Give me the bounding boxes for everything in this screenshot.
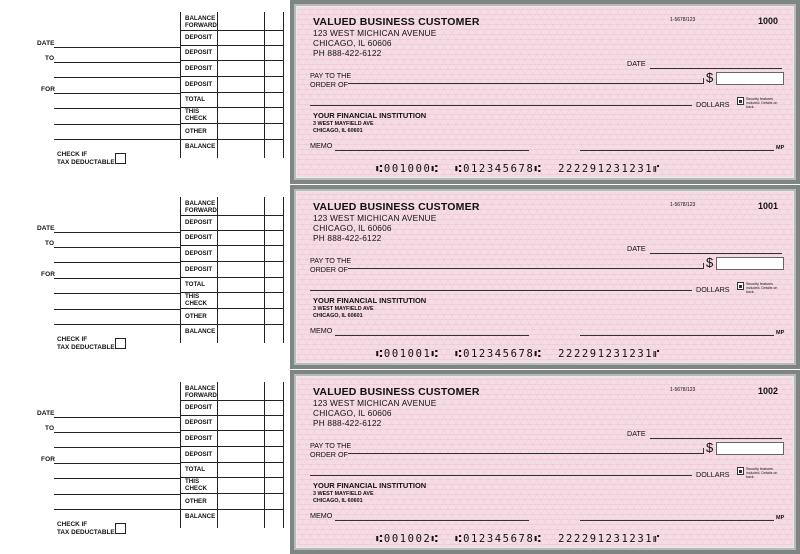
security-features-text: Security features included. Details on back.: [746, 97, 778, 109]
tax-deductable-checkbox[interactable]: [115, 153, 126, 164]
register-row-line: [181, 415, 284, 416]
security-features-text: Security features included. Details on back.: [746, 467, 778, 479]
register-deposit-label: DEPOSIT: [185, 419, 213, 426]
register-row-line: [181, 400, 284, 401]
register-total-label: TOTAL: [185, 96, 206, 103]
micr-line: ⑆001002⑆ ⑆012345678⑆ 222291231231⑈: [376, 533, 662, 545]
register-row-line: [181, 60, 284, 61]
check-stub: [0, 185, 288, 369]
dollar-sign: $: [706, 255, 714, 270]
payee-field[interactable]: [348, 83, 704, 84]
amount-field[interactable]: [716, 442, 784, 455]
routing-fraction: 1-5678/123: [670, 17, 696, 23]
padlock-icon: [737, 282, 744, 290]
payee-field-end: [703, 448, 704, 454]
bank-address-1: 3 WEST MAYFIELD AVE: [313, 306, 374, 312]
micr-line: ⑆001001⑆ ⑆012345678⑆ 222291231231⑈: [376, 348, 662, 360]
stub-for-line-3[interactable]: [54, 494, 180, 495]
bank-address-2: CHICAGO, IL 60601: [313, 128, 363, 134]
mp-label: MP: [776, 145, 785, 151]
register-col-divider: [283, 12, 284, 158]
register-row-line: [181, 92, 284, 93]
dollars-label: DOLLARS: [696, 100, 730, 109]
stub-date-line[interactable]: [54, 47, 180, 48]
register-deposit-label: DEPOSIT: [185, 34, 213, 41]
signature-field[interactable]: [580, 335, 774, 336]
stub-to-line-2[interactable]: [54, 77, 180, 78]
pay-to-text-2: ORDER OF: [310, 80, 348, 89]
register-row-line: [181, 261, 284, 262]
amount-words-field[interactable]: [310, 475, 692, 476]
balance-forward-text-2: FORWARD: [185, 22, 217, 29]
this-check-text-2: CHECK: [185, 300, 208, 307]
business-address-2: CHICAGO, IL 60606: [313, 408, 392, 418]
memo-field[interactable]: [335, 335, 529, 336]
stub-to-label: TO: [45, 240, 55, 247]
pay-to-text-1: PAY TO THE: [310, 71, 352, 80]
tax-deductable-label: [57, 521, 115, 537]
payee-field[interactable]: [348, 268, 704, 269]
register-other-label: OTHER: [185, 128, 207, 135]
this-check-text-1: THIS: [185, 478, 200, 485]
stub-for-line-4[interactable]: [54, 139, 180, 140]
business-address-1: 123 WEST MICHICAN AVENUE: [313, 28, 437, 38]
tax-deductable-checkbox[interactable]: [115, 523, 126, 534]
balance-forward-text-2: FORWARD: [185, 207, 217, 214]
business-address-2: CHICAGO, IL 60606: [313, 223, 392, 233]
check-if-text: CHECK IF: [57, 521, 88, 528]
bank-address-2: CHICAGO, IL 60601: [313, 498, 363, 504]
stub-for-line-2[interactable]: [54, 478, 180, 479]
tax-deductable-label: [57, 151, 115, 167]
check: [290, 185, 800, 369]
memo-field[interactable]: [335, 150, 529, 151]
stub-date-label: DATE: [37, 225, 55, 232]
check-number: 1001: [758, 201, 779, 211]
this-check-text-2: CHECK: [185, 485, 208, 492]
register-row-line: [181, 76, 284, 77]
register-row-line: [181, 215, 284, 216]
register-col-divider: [217, 382, 218, 528]
register-col-divider: [264, 12, 265, 158]
memo-field[interactable]: [335, 520, 529, 521]
register-col-divider: [283, 382, 284, 528]
check-set: [0, 0, 800, 184]
register-row-line: [181, 308, 284, 309]
balance-forward-text-1: BALANCE: [185, 200, 216, 207]
register-deposit-label: DEPOSIT: [185, 404, 213, 411]
business-name: VALUED BUSINESS CUSTOMER: [313, 386, 480, 398]
dollars-label: DOLLARS: [696, 285, 730, 294]
register-deposit-label: DEPOSIT: [185, 266, 213, 273]
this-check-text-1: THIS: [185, 108, 200, 115]
date-label: DATE: [627, 429, 646, 438]
routing-fraction: 1-5678/123: [670, 202, 696, 208]
stub-for-line[interactable]: [54, 278, 180, 279]
check: [290, 0, 800, 184]
payee-field-end: [703, 263, 704, 269]
register-row-line: [181, 139, 284, 140]
stub-for-line-4[interactable]: [54, 324, 180, 325]
check-stub: [0, 370, 288, 554]
stub-date-line[interactable]: [54, 417, 180, 418]
business-address-2: CHICAGO, IL 60606: [313, 38, 392, 48]
register-row-line: [181, 446, 284, 447]
register-row-line: [181, 245, 284, 246]
this-check-text-2: CHECK: [185, 115, 208, 122]
stub-for-line-4[interactable]: [54, 509, 180, 510]
pay-to-label: [310, 256, 351, 274]
register-col-divider: [217, 197, 218, 343]
padlock-icon: [737, 97, 744, 105]
stub-for-line[interactable]: [54, 463, 180, 464]
register-row-line: [181, 230, 284, 231]
stub-to-line-2[interactable]: [54, 447, 180, 448]
stub-to-label: TO: [45, 55, 55, 62]
stub-to-line[interactable]: [54, 432, 180, 433]
balance-forward-text-2: FORWARD: [185, 392, 217, 399]
balance-forward-text-1: BALANCE: [185, 385, 216, 392]
micr-line: ⑆001000⑆ ⑆012345678⑆ 222291231231⑈: [376, 163, 662, 175]
register-deposit-label: DEPOSIT: [185, 250, 213, 257]
bank-name: YOUR FINANCIAL INSTITUTION: [313, 481, 427, 490]
amount-words-field[interactable]: [310, 290, 692, 291]
register-deposit-label: DEPOSIT: [185, 451, 213, 458]
register-row-line: [181, 493, 284, 494]
pay-to-text-1: PAY TO THE: [310, 256, 352, 265]
register-balance-forward: [185, 200, 217, 214]
payee-field[interactable]: [348, 453, 704, 454]
tax-deductable-text: TAX DEDUCTABLE: [57, 529, 115, 536]
check-register: [180, 382, 284, 528]
register-row-line: [181, 30, 284, 31]
stub-to-line-2[interactable]: [54, 262, 180, 263]
bank-address-1: 3 WEST MAYFIELD AVE: [313, 491, 374, 497]
stub-for-line-3[interactable]: [54, 309, 180, 310]
register-deposit-label: DEPOSIT: [185, 435, 213, 442]
memo-label: MEMO: [310, 141, 333, 150]
register-balance-forward: [185, 385, 217, 399]
mp-label: MP: [776, 330, 785, 336]
tax-deductable-label: [57, 336, 115, 352]
amount-words-field[interactable]: [310, 105, 692, 106]
register-balance-forward: [185, 15, 217, 29]
register-col-divider: [264, 197, 265, 343]
date-label: DATE: [627, 59, 646, 68]
check-if-text: CHECK IF: [57, 336, 88, 343]
stub-for-line-2[interactable]: [54, 293, 180, 294]
mp-label: MP: [776, 515, 785, 521]
register-total-label: TOTAL: [185, 281, 206, 288]
stub-to-line[interactable]: [54, 62, 180, 63]
stub-for-line[interactable]: [54, 93, 180, 94]
tax-deductable-text: TAX DEDUCTABLE: [57, 344, 115, 351]
stub-date-label: DATE: [37, 410, 55, 417]
business-name: VALUED BUSINESS CUSTOMER: [313, 201, 480, 213]
register-deposit-label: DEPOSIT: [185, 81, 213, 88]
check-register: [180, 197, 284, 343]
check-stub: [0, 0, 288, 184]
register-this-check: [185, 293, 207, 307]
pay-to-text-2: ORDER OF: [310, 450, 348, 459]
tax-deductable-checkbox[interactable]: [115, 338, 126, 349]
bank-name: YOUR FINANCIAL INSTITUTION: [313, 111, 427, 120]
stub-for-label: FOR: [41, 456, 56, 463]
stub-for-line-3[interactable]: [54, 124, 180, 125]
stub-for-line-2[interactable]: [54, 108, 180, 109]
bank-address-2: CHICAGO, IL 60601: [313, 313, 363, 319]
register-row-line: [181, 123, 284, 124]
register-row-line: [181, 462, 284, 463]
register-col-divider: [217, 12, 218, 158]
stub-for-label: FOR: [41, 86, 56, 93]
memo-label: MEMO: [310, 511, 333, 520]
signature-field[interactable]: [580, 150, 774, 151]
balance-forward-text-1: BALANCE: [185, 15, 216, 22]
register-deposit-label: DEPOSIT: [185, 65, 213, 72]
register-this-check: [185, 478, 207, 492]
stub-to-label: TO: [45, 425, 55, 432]
pay-to-label: [310, 71, 351, 89]
amount-field[interactable]: [716, 257, 784, 270]
bank-name: YOUR FINANCIAL INSTITUTION: [313, 296, 427, 305]
date-field[interactable]: [650, 438, 782, 439]
security-features-text: Security features included. Details on back.: [746, 282, 778, 294]
register-balance-label: BALANCE: [185, 143, 216, 150]
register-other-label: OTHER: [185, 313, 207, 320]
pay-to-text-1: PAY TO THE: [310, 441, 352, 450]
dollar-sign: $: [706, 70, 714, 85]
register-deposit-label: DEPOSIT: [185, 219, 213, 226]
register-row-line: [181, 324, 284, 325]
date-label: DATE: [627, 244, 646, 253]
stub-to-line[interactable]: [54, 247, 180, 248]
register-other-label: OTHER: [185, 498, 207, 505]
register-balance-label: BALANCE: [185, 328, 216, 335]
check-set: [0, 370, 800, 554]
amount-field[interactable]: [716, 72, 784, 85]
payee-field-end: [703, 78, 704, 84]
routing-fraction: 1-5678/123: [670, 387, 696, 393]
check-number: 1000: [758, 16, 779, 26]
business-name: VALUED BUSINESS CUSTOMER: [313, 16, 480, 28]
check-register: [180, 12, 284, 158]
pay-to-text-2: ORDER OF: [310, 265, 348, 274]
stub-date-line[interactable]: [54, 232, 180, 233]
dollars-label: DOLLARS: [696, 470, 730, 479]
pay-to-label: [310, 441, 351, 459]
register-deposit-label: DEPOSIT: [185, 49, 213, 56]
business-phone: PH 888-422-6122: [313, 418, 382, 428]
register-col-divider: [264, 382, 265, 528]
check: [290, 370, 800, 554]
business-phone: PH 888-422-6122: [313, 48, 382, 58]
register-balance-label: BALANCE: [185, 513, 216, 520]
tax-deductable-text: TAX DEDUCTABLE: [57, 159, 115, 166]
signature-field[interactable]: [580, 520, 774, 521]
dollar-sign: $: [706, 440, 714, 455]
check-if-text: CHECK IF: [57, 151, 88, 158]
register-row-line: [181, 430, 284, 431]
register-deposit-label: DEPOSIT: [185, 234, 213, 241]
check-number: 1002: [758, 386, 779, 396]
padlock-icon: [737, 467, 744, 475]
register-total-label: TOTAL: [185, 466, 206, 473]
register-col-divider: [283, 197, 284, 343]
register-row-line: [181, 45, 284, 46]
check-set: [0, 185, 800, 369]
stub-date-label: DATE: [37, 40, 55, 47]
bank-address-1: 3 WEST MAYFIELD AVE: [313, 121, 374, 127]
register-row-line: [181, 277, 284, 278]
date-field[interactable]: [650, 68, 782, 69]
business-address-1: 123 WEST MICHICAN AVENUE: [313, 213, 437, 223]
date-field[interactable]: [650, 253, 782, 254]
register-row-line: [181, 509, 284, 510]
business-address-1: 123 WEST MICHICAN AVENUE: [313, 398, 437, 408]
business-phone: PH 888-422-6122: [313, 233, 382, 243]
register-this-check: [185, 108, 207, 122]
stub-for-label: FOR: [41, 271, 56, 278]
this-check-text-1: THIS: [185, 293, 200, 300]
memo-label: MEMO: [310, 326, 333, 335]
